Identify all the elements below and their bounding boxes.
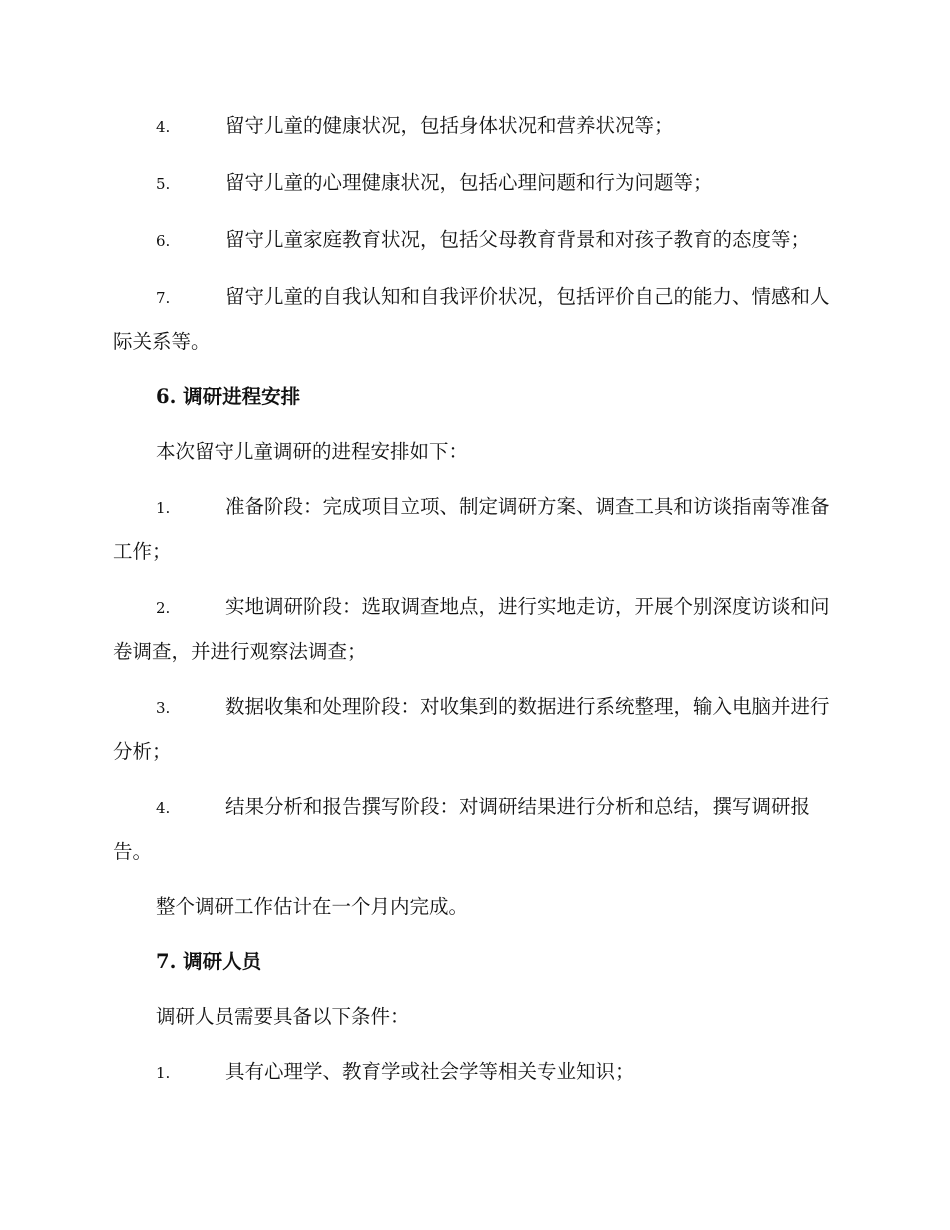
list-text: 准备阶段：完成项目立项、制定调研方案、调查工具和访谈指南等准备工作； [113,495,830,563]
list-text: 留守儿童家庭教育状况，包括父母教育背景和对孩子教育的态度等； [225,228,811,251]
list-text: 具有心理学、教育学或社会学等相关专业知识； [225,1060,635,1083]
list-number: 7. [156,289,171,307]
list-number: 2. [156,599,171,617]
section-heading: 6. 调研进程安排 [156,385,301,408]
section-heading: 7. 调研人员 [156,950,262,973]
list-item [113,485,832,573]
paragraph: 本次留守儿童调研的进程安排如下： [156,440,469,463]
paragraph: 整个调研工作估计在一个月内完成。 [156,895,469,918]
list-number: 4. [156,118,171,136]
list-number: 1. [156,1064,171,1082]
list-text: 留守儿童的健康状况，包括身体状况和营养状况等； [225,114,674,137]
list-item [113,104,832,149]
list-text: 数据收集和处理阶段：对收集到的数据进行系统整理，输入电脑并进行分析； [113,695,830,763]
list-number: 4. [156,799,171,817]
list-text: 留守儿童的自我认知和自我评价状况，包括评价自己的能力、情感和人际关系等。 [113,285,830,353]
list-number: 1. [156,499,171,517]
list-number: 5. [156,175,171,193]
list-item [113,218,832,263]
list-text: 结果分析和报告撰写阶段：对调研结果进行分析和总结，撰写调研报告。 [113,795,811,863]
list-text: 留守儿童的心理健康状况，包括心理问题和行为问题等； [225,171,713,194]
list-item [113,585,832,673]
list-number: 3. [156,699,171,717]
list-text: 实地调研阶段：选取调查地点，进行实地走访，开展个别深度访谈和问卷调查，并进行观察法调查； [113,595,830,663]
list-item [113,785,832,873]
list-number: 6. [156,232,171,250]
list-item [113,275,832,363]
paragraph: 调研人员需要具备以下条件： [156,1005,410,1028]
list-item [113,161,832,206]
list-item [113,1050,832,1095]
list-item [113,685,832,773]
